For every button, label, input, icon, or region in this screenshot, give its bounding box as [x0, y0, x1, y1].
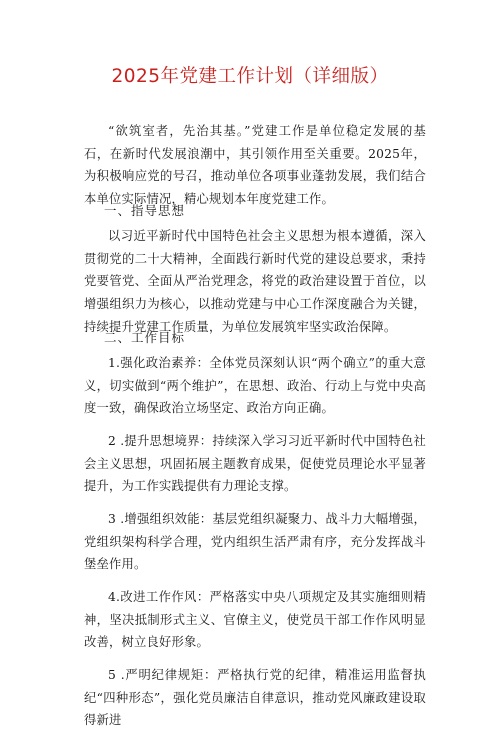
document-title: 2025年党建工作计划（详细版） — [111, 66, 389, 87]
goal-item-2: 2 .提升思想境界：持续深入学习习近平新时代中国特色社会主义思想，巩固拓展主题教育成果，促使党员理论水平显著提升，为工作实践提供有力理论支撑。 — [84, 434, 426, 494]
guiding-ideology-paragraph: 以习近平新时代中国特色社会主义思想为根本遵循，深入贯彻党的二十大精神，全面践行新时代党的建设总要求，秉持党要管党、全面从严治党理念，将党的政治建设置于首位，以增强组织力为核心，以推动党建与中心工作深度融合为关键，持续提升党建工作质量，为单位发展筑牢坚实政治保障。 — [84, 229, 426, 334]
section-heading-guiding-ideology: 一、指导思想 — [104, 203, 186, 218]
goal-item-5: 5 .严明纪律规矩：严格执行党的纪律，精准运用监督执纪“四种形态”，强化党员廉洁自律意识，推动党风廉政建设取得新进 — [84, 668, 426, 728]
section-heading-work-goals: 二、工作目标 — [104, 330, 186, 345]
intro-paragraph: “欲筑室者，先治其基。”党建工作是单位稳定发展的基石，在新时代发展浪潮中，其引领作用至关重要。2025年，为积极响应党的号召，推动单位各项事业蓬勃发展，我们结合本单位实际情况，精心规划本年度党建工作。 — [84, 124, 426, 207]
goal-item-4: 4.改进工作作风：严格落实中央八项规定及其实施细则精神，坚决抵制形式主义、官僚主义，使党员干部工作作风明显改善，树立良好形象。 — [84, 590, 426, 650]
goal-item-1: 1.强化政治素养：全体党员深刻认识“两个确立”的重大意义，切实做到“两个维护”，在思想、政治、行动上与党中央高度一致，确保政治立场坚定、政治方向正确。 — [84, 356, 426, 416]
goal-item-3: 3 .增强组织效能：基层党组织凝聚力、战斗力大幅增强，党组织架构科学合理，党内组织生活严肃有序，充分发挥战斗堡垒作用。 — [84, 512, 426, 572]
